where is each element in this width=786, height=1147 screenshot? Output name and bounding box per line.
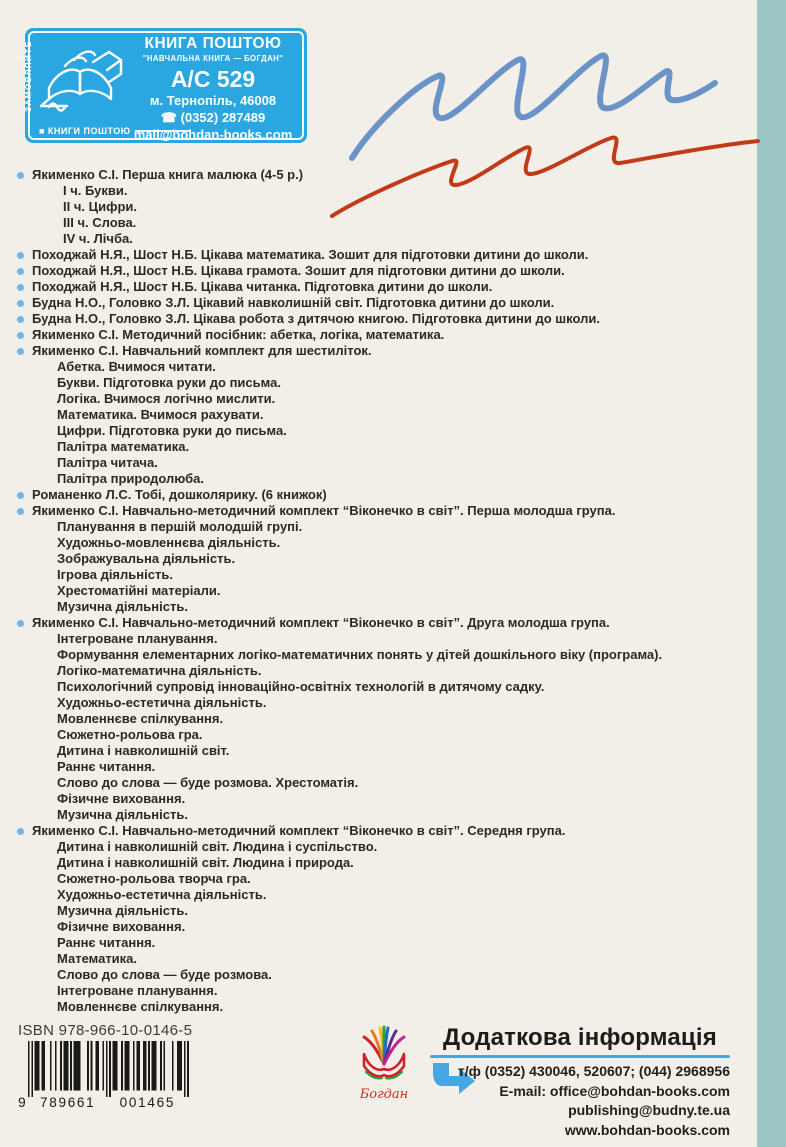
list-bullet-icon (17, 268, 24, 275)
book-list-item (0, 263, 757, 279)
blue-pen-scribble-icon (352, 55, 715, 158)
book-title-text: Якименко С.І. Перша книга малюка (4-5 р.) (32, 167, 304, 182)
ean13-barcode (16, 1041, 194, 1109)
book-title-text: Математика. Вчимося рахувати. (57, 407, 264, 422)
barcode-bar (109, 1041, 111, 1097)
barcode-bar (126, 1041, 128, 1090)
book-title-text: Художньо-естетична діяльність. (57, 695, 267, 710)
barcode-bar (38, 1041, 40, 1090)
barcode-bar (143, 1041, 145, 1090)
book-title-text: Раннє читання. (57, 759, 156, 774)
book-title-text: Палітра читача. (57, 455, 158, 470)
barcode-bar (106, 1041, 108, 1097)
book-title-text: Дитина і навколишній світ. Людина і суспільство. (57, 839, 378, 854)
book-list-item (0, 375, 757, 391)
barcode-bar (184, 1041, 186, 1097)
barcode-bar (36, 1041, 38, 1090)
book-list-item (0, 759, 757, 775)
book-list-item (0, 487, 757, 503)
book-list-item (0, 871, 757, 887)
list-bullet-icon (17, 828, 24, 835)
book-list-item (0, 567, 757, 583)
book-list-item (0, 231, 757, 247)
book-title-text: Сюжетно-рольова творча гра. (57, 871, 251, 886)
barcode-bar (148, 1041, 150, 1090)
book-title-text: Фізичне виховання. (57, 919, 186, 934)
barcode-bar (87, 1041, 89, 1090)
list-bullet-icon (17, 620, 24, 627)
book-list-item (0, 951, 757, 967)
book-list-item (0, 439, 757, 455)
book-list-item (0, 279, 757, 295)
book-title-text: Формування елементарних логіко-математичних понять у дітей дошкільного віку (програма). (57, 647, 663, 662)
barcode-bar (179, 1041, 181, 1090)
book-list-item (0, 551, 757, 567)
book-title-text: Художньо-мовленнєва діяльність. (57, 535, 281, 550)
book-title-text: Будна Н.О., Головко З.Л. Цікава робота з дитячою книгою. Підготовка дитини до школи. (32, 311, 600, 326)
barcode-bar (145, 1041, 147, 1090)
barcode-bar (153, 1041, 155, 1090)
barcode-bar (74, 1041, 76, 1090)
book-title-text: II ч. Цифри. (63, 199, 138, 214)
list-bullet-icon (17, 252, 24, 259)
stamp-bottom-label: ■ КНИГИ ПОШТОЮ (39, 126, 131, 136)
book-title-text: Хрестоматійні матеріали. (57, 583, 221, 598)
barcode-bar (97, 1041, 99, 1090)
book-list-item (0, 599, 757, 615)
book-list-item (0, 359, 757, 375)
book-title-text: Романенко Л.С. Тобі, дошколярику. (6 книжок) (32, 487, 327, 502)
book-title-text: Логіка. Вчимося логічно мислити. (57, 391, 276, 406)
list-bullet-icon (17, 172, 24, 179)
book-title-text: Якименко С.І. Навчально-методичний комплект “Віконечко в світ”. Перша молодша група. (32, 503, 616, 518)
list-bullet-icon (17, 332, 24, 339)
stamp-po-box: А/С 529 (170, 65, 256, 92)
barcode-bar (70, 1041, 72, 1090)
book-title-text: Зображувальна діяльність. (57, 551, 236, 566)
book-title-text: Походжай Н.Я., Шост Н.Б. Цікава грамота. Зошит для підготовки дитини до школи. (32, 263, 565, 278)
book-list-item (0, 935, 757, 951)
list-bullet-icon (17, 316, 24, 323)
book-title-text: Музична діяльність. (57, 903, 188, 918)
stamp-phone-number: (0352) 287489 (180, 110, 266, 126)
list-bullet-icon (17, 300, 24, 307)
book-list-item (0, 343, 757, 359)
book-list-item (0, 615, 757, 631)
barcode-digits-group1: 789661 (40, 1095, 96, 1109)
barcode-bar (160, 1041, 162, 1090)
book-list-item (0, 839, 757, 855)
barcode-bar (128, 1041, 130, 1090)
book-list-item (0, 391, 757, 407)
book-list-item (0, 423, 757, 439)
book-title-text: Слово до слова — буде розмова. Хрестоматія. (57, 775, 359, 790)
book-list-item (0, 695, 757, 711)
book-title-text: Мовленнєве спілкування. (57, 999, 224, 1014)
barcode-bar (180, 1041, 182, 1090)
barcode-bar (55, 1041, 57, 1090)
book-title-text: Палітра природолюба. (57, 471, 205, 486)
barcode-bar (60, 1041, 62, 1090)
book-list-item (0, 823, 757, 839)
book-list-item (0, 855, 757, 871)
book-title-text: Художньо-естетична діяльність. (57, 887, 267, 902)
bohdan-logo (358, 1024, 410, 1106)
book-list-item (0, 663, 757, 679)
book-list-item (0, 535, 757, 551)
barcode-bar (67, 1041, 69, 1090)
contact-info (430, 1062, 730, 1140)
book-title-text: Будна Н.О., Головко З.Л. Цікавий навколишній світ. Підготовка дитини до школи. (32, 295, 555, 310)
book-list-item (0, 887, 757, 903)
open-book-icon (37, 44, 125, 116)
barcode-digits-group2: 001465 (119, 1095, 176, 1109)
book-title-text: Мовленнєве спілкування. (57, 711, 224, 726)
barcode-bar (113, 1041, 115, 1090)
book-title-text: Якименко С.І. Навчальний комплект для шестиліток. (32, 343, 372, 358)
barcode-bar (28, 1041, 30, 1097)
barcode-bar (43, 1041, 45, 1090)
scan-edge-band (757, 0, 786, 1147)
stamp-vertical-label: ЗАМОВЛЯЙТЕ (24, 40, 33, 112)
barcode-bar (41, 1041, 43, 1090)
book-list-item (0, 727, 757, 743)
book-list-item (0, 327, 757, 343)
book-list-item (0, 903, 757, 919)
isbn-label: ISBN 978-966-10-0146-5 (18, 1022, 193, 1039)
book-list-item (0, 999, 757, 1015)
book-title-text: Фізичне виховання. (57, 791, 186, 806)
barcode-bar (63, 1041, 65, 1090)
barcode-bar (124, 1041, 126, 1090)
book-list-item (0, 919, 757, 935)
list-bullet-icon (17, 492, 24, 499)
barcode-bar (50, 1041, 52, 1090)
book-list-item (0, 775, 757, 791)
book-title-text: Палітра математика. (57, 439, 190, 454)
barcode-bar (121, 1041, 123, 1090)
contact-email-line: E-mail: office@bohdan-books.com (499, 1082, 730, 1099)
book-list-item (0, 407, 757, 423)
barcode-bar (116, 1041, 118, 1090)
barcode-bar (31, 1041, 33, 1097)
stamp-subtitle: "НАВЧАЛЬНА КНИГА — БОГДАН" (142, 53, 284, 63)
barcode-bar (65, 1041, 67, 1090)
book-list-item (0, 791, 757, 807)
book-title-text: Інтегроване планування. (57, 631, 218, 646)
stamp-title: КНИГА ПОШТОЮ (144, 35, 282, 52)
book-list-item (0, 983, 757, 999)
book-title-text: III ч. Слова. (63, 215, 137, 230)
book-title-text: I ч. Букви. (63, 183, 128, 198)
book-list-item (0, 647, 757, 663)
book-title-text: Музична діяльність. (57, 599, 188, 614)
phone-icon: ☎ (160, 110, 177, 126)
book-list-item (0, 247, 757, 263)
barcode-bar (136, 1041, 138, 1090)
book-list-item (0, 711, 757, 727)
contact-phone-line: т/ф (0352) 430046, 520607; (044) 2968956 (457, 1063, 730, 1079)
logo-wordmark: Богдан (359, 1087, 409, 1102)
book-list-item (0, 215, 757, 231)
book-list-item (0, 519, 757, 535)
book-title-text: Дитина і навколишній світ. (57, 743, 230, 758)
additional-info-title: Додаткова інформація (443, 1024, 717, 1051)
barcode-bar (96, 1041, 98, 1090)
barcode-bar (77, 1041, 79, 1090)
book-title-text: Походжай Н.Я., Шост Н.Б. Цікава математика. Зошит для підготовки дитини до школи. (32, 247, 589, 262)
barcode-bar (177, 1041, 179, 1090)
book-title-text: Планування в першій молодшій групі. (57, 519, 303, 534)
contact-website-line: www.bohdan-books.com (564, 1121, 730, 1138)
book-list-item (0, 311, 757, 327)
contact-email2-line: publishing@budny.te.ua (568, 1102, 730, 1118)
book-title-text: Інтегроване планування. (57, 983, 218, 998)
book-title-text: Музична діяльність. (57, 807, 188, 822)
book-title-text: Якименко С.І. Методичний посібник: абетка, логіка, математика. (32, 327, 445, 342)
book-list-item (0, 743, 757, 759)
list-bullet-icon (17, 508, 24, 515)
barcode-bar (79, 1041, 81, 1090)
book-title-text: Букви. Підготовка руки до письма. (57, 375, 281, 390)
barcode-bar (75, 1041, 77, 1090)
barcode-bar (163, 1041, 165, 1090)
book-title-text: Якименко С.І. Навчально-методичний комплект “Віконечко в світ”. Середня група. (32, 823, 566, 838)
stamp-phone (127, 111, 299, 126)
book-list-item (0, 967, 757, 983)
book-list-item (0, 583, 757, 599)
book-title-text: Цифри. Підготовка руки до письма. (57, 423, 287, 438)
book-title-text: Походжай Н.Я., Шост Н.Б. Цікава читанка. Підготовка дитини до школи. (32, 279, 493, 294)
list-bullet-icon (17, 348, 24, 355)
book-title-text: Якименко С.І. Навчально-методичний комплект “Віконечко в світ”. Друга молодша група. (32, 615, 610, 630)
book-title-text: Раннє читання. (57, 935, 156, 950)
book-list-item (0, 199, 757, 215)
list-bullet-icon (17, 284, 24, 291)
book-list-item (0, 167, 757, 183)
book-list-item (0, 679, 757, 695)
book-title-text: Слово до слова — буде розмова. (57, 967, 272, 982)
book-list-item (0, 807, 757, 823)
book-list-item (0, 631, 757, 647)
barcode-bar (155, 1041, 157, 1090)
stamp-email: mail@bohdan-books.com (133, 127, 293, 143)
book-list-item (0, 183, 757, 199)
book-title-text: Логіко-математична діяльність. (57, 663, 262, 678)
book-list (0, 167, 757, 1015)
barcode-bar (102, 1041, 104, 1090)
barcode-bar (138, 1041, 140, 1090)
book-list-item (0, 295, 757, 311)
book-title-text: Математика. (57, 951, 138, 966)
book-list-item (0, 503, 757, 519)
barcode-bar (114, 1041, 116, 1090)
barcode-bar (187, 1041, 189, 1097)
book-title-text: Психологічний супровід інноваційно-освітніх технологій в дитячому садку. (57, 679, 545, 694)
book-title-text: Дитина і навколишній світ. Людина і природа. (57, 855, 354, 870)
stamp-city: м. Тернопіль, 46008 (149, 93, 277, 109)
mail-order-stamp (25, 28, 307, 143)
additional-info-block (430, 1024, 730, 1058)
barcode-bar (91, 1041, 93, 1090)
book-title-text: IV ч. Лічба. (63, 231, 133, 246)
barcode-digit-left: 9 (18, 1095, 26, 1109)
info-underline-rule (430, 1055, 730, 1058)
book-list-item (0, 471, 757, 487)
book-title-text: Абетка. Вчимося читати. (57, 359, 216, 374)
book-title-text: Ігрова діяльність. (57, 567, 173, 582)
barcode-bar (172, 1041, 174, 1090)
barcode-bar (152, 1041, 154, 1090)
book-title-text: Сюжетно-рольова гра. (57, 727, 203, 742)
book-list-item (0, 455, 757, 471)
barcode-bar (133, 1041, 135, 1090)
barcode-bar (35, 1041, 37, 1090)
